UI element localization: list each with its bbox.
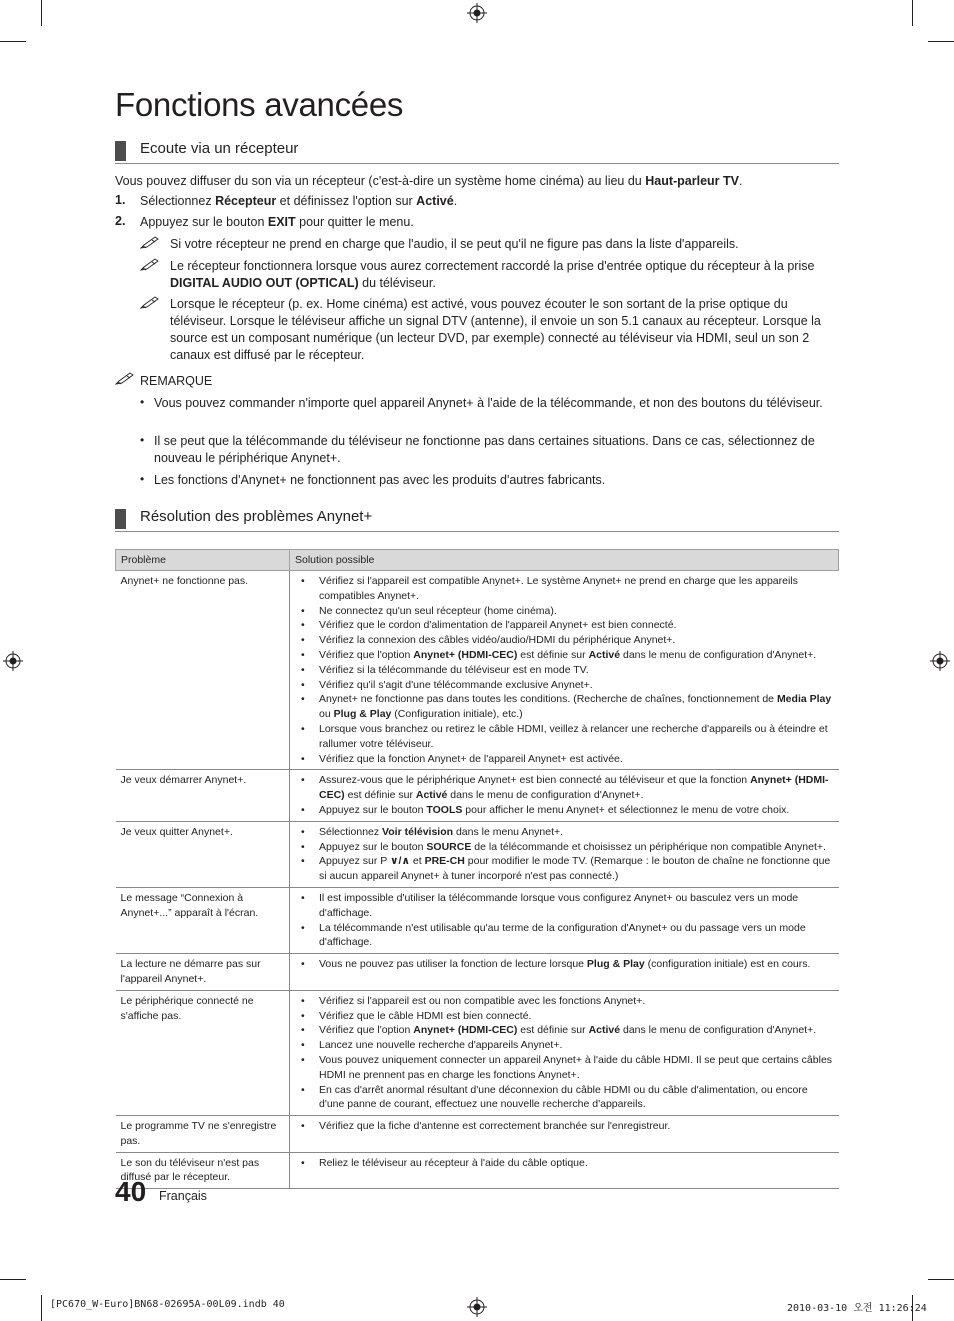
solution-item: • Ne connectez qu'un seul récepteur (home cinéma). <box>295 604 834 619</box>
solution-item: • Vérifiez que l'option Anynet+ (HDMI-CEC) est définie sur Activé dans le menu de configuration d'Anynet+. <box>295 1023 834 1038</box>
remark-item: Vous pouvez commander n'importe quel appareil Anynet+ à l'aide de la télécommande, et non des boutons du téléviseur. <box>154 396 823 410</box>
solution-list <box>295 1119 834 1134</box>
step-text: Sélectionnez Récepteur et définissez l'option sur Activé. <box>140 194 458 208</box>
table-row <box>116 821 839 887</box>
note-pencil-icon <box>140 258 160 272</box>
problem-cell: Le programme TV ne s'enregistre pas. <box>116 1116 290 1153</box>
note-text: Lorsque le récepteur (p. ex. Home cinéma) est activé, vous pouvez écouter le son sortant de la prise optique du téléviseur. Lorsque le téléviseur affiche un signal DTV (antenne), il envoie un son 5.1 canaux au récepteur. Lorsque la source est un composant numérique (un lecteur DVD, par exemple) connecté au téléviseur via HDMI, seul un son 2 canaux est diffusé par le récepteur. <box>170 297 821 362</box>
solution-item: • Anynet+ ne fonctionne pas dans toutes les conditions. (Recherche de chaînes, fonctionnement de Media Play ou Plug & Play (Configuration initiale), etc.) <box>295 692 834 722</box>
solution-item: • Reliez le téléviseur au récepteur à l'aide du câble optique. <box>295 1156 834 1171</box>
step-number: 1. <box>115 193 126 207</box>
section-marker <box>115 141 126 161</box>
note-text: Le récepteur fonctionnera lorsque vous aurez correctement raccordé la prise d'entrée optique du récepteur à la prise DIGITAL AUDIO OUT (OPTICAL) du téléviseur. <box>170 259 815 290</box>
solution-item: • Vérifiez que le cordon d'alimentation de l'appareil Anynet+ est bien connecté. <box>295 618 834 633</box>
table-row <box>116 990 839 1115</box>
solution-item: • Vérifiez si la télécommande du téléviseur est en mode TV. <box>295 663 834 678</box>
footer-file-info: [PC670_W-Euro]BN68-02695A-00L09.indb 40 <box>50 1299 285 1310</box>
crop-mark <box>41 1295 42 1321</box>
solution-item: • Appuyez sur P ∨/∧ et PRE-CH pour modifier le mode TV. (Remarque : le bouton de chaîne ne fonctionne que si aucun appareil Anynet+ à tuner incorporé n'est pas connecté.) <box>295 854 834 884</box>
solution-item: • Sélectionnez Voir télévision dans le menu Anynet+. <box>295 825 834 840</box>
solution-cell <box>290 954 839 991</box>
solution-list <box>295 1156 834 1171</box>
column-header-solution: Solution possible <box>290 550 839 571</box>
solution-cell <box>290 887 839 953</box>
solution-item: • Lorsque vous branchez ou retirez le câble HDMI, veillez à relancer une recherche d'appareils ou à éteindre et rallumer votre téléviseur. <box>295 722 834 752</box>
table-row <box>116 770 839 821</box>
note-pencil-icon <box>140 236 160 250</box>
solution-list <box>295 994 834 1112</box>
solution-item: • Assurez-vous que le périphérique Anynet+ est bien connecté au téléviseur et que la fonction Anynet+ (HDMI-CEC) est définie sur Activé dans le menu de configuration d'Anynet+. <box>295 773 834 803</box>
table-row <box>116 954 839 991</box>
column-header-problem: Problème <box>116 550 290 571</box>
note-pencil-icon <box>115 372 135 386</box>
bullet-icon: • <box>140 472 145 486</box>
note-pencil-icon <box>140 296 160 310</box>
bullet-icon: • <box>140 433 145 447</box>
solution-item: • Appuyez sur le bouton TOOLS pour afficher le menu Anynet+ et sélectionnez le menu de votre choix. <box>295 803 834 818</box>
crop-mark <box>0 1279 26 1280</box>
problem-cell: Anynet+ ne fonctionne pas. <box>116 571 290 770</box>
crop-mark <box>912 0 913 26</box>
solution-cell <box>290 990 839 1115</box>
problem-cell: Je veux quitter Anynet+. <box>116 821 290 887</box>
solution-list <box>295 825 834 884</box>
table-row <box>116 1152 839 1189</box>
troubleshooting-table <box>115 549 839 1189</box>
table-body <box>116 571 839 1189</box>
section-heading <box>115 139 839 164</box>
registration-mark-icon <box>467 3 487 23</box>
step-number: 2. <box>115 214 126 228</box>
problem-cell: La lecture ne démarre pas sur l'appareil Anynet+. <box>116 954 290 991</box>
solution-item: • Il est impossible d'utiliser la télécommande lorsque vous configurez Anynet+ ou basculez vers un mode d'affichage. <box>295 891 834 921</box>
registration-mark-icon <box>3 651 23 671</box>
solution-list <box>295 957 834 972</box>
solution-item: • La télécommande n'est utilisable qu'au terme de la configuration d'Anynet+ ou du passage vers un mode d'affichage. <box>295 921 834 951</box>
page-language: Français <box>159 1189 207 1203</box>
solution-item: • Vérifiez que la fonction Anynet+ de l'appareil Anynet+ est activée. <box>295 752 834 767</box>
solution-item: • Vérifiez si l'appareil est ou non compatible avec les fonctions Anynet+. <box>295 994 834 1009</box>
page-number: 40 <box>115 1176 147 1207</box>
solution-item: • Vous pouvez uniquement connecter un appareil Anynet+ à l'aide du câble HDMI. Il se peut que certains câbles HDMI ne prennent pas en charge les fonctions Anynet+. <box>295 1053 834 1083</box>
section-title: Résolution des problèmes Anynet+ <box>140 508 373 525</box>
registration-mark-icon <box>930 651 950 671</box>
bullet-icon: • <box>140 395 145 409</box>
table-row <box>116 1116 839 1153</box>
crop-mark <box>928 1279 954 1280</box>
solution-cell <box>290 821 839 887</box>
solution-cell <box>290 770 839 821</box>
problem-cell: Le message “Connexion à Anynet+...” apparaît à l'écran. <box>116 887 290 953</box>
section-title: Ecoute via un récepteur <box>140 140 299 157</box>
table-row <box>116 571 839 770</box>
solution-item: • Appuyez sur le bouton SOURCE de la télécommande et choisissez un périphérique non compatible Anynet+. <box>295 840 834 855</box>
problem-cell: Le son du téléviseur n'est pas diffusé par le récepteur. <box>116 1152 290 1189</box>
table-header-row <box>116 550 839 571</box>
registration-mark-icon <box>467 1297 487 1317</box>
solution-list <box>295 891 834 950</box>
solution-item: • Vérifiez que la fiche d'antenne est correctement branchée sur l'enregistreur. <box>295 1119 834 1134</box>
problem-cell: Je veux démarrer Anynet+. <box>116 770 290 821</box>
solution-list <box>295 574 834 766</box>
solution-item: • Vérifiez si l'appareil est compatible Anynet+. Le système Anynet+ ne prend en charge que les appareils compatibles Anynet+. <box>295 574 834 604</box>
solution-cell <box>290 1116 839 1153</box>
solution-item: • En cas d'arrêt anormal résultant d'une déconnexion du câble HDMI ou du câble d'alimentation, ou encore d'une panne de courant, effectuez une nouvelle recherche d'appareils. <box>295 1083 834 1113</box>
solution-item: • Lancez une nouvelle recherche d'appareils Anynet+. <box>295 1038 834 1053</box>
table-row <box>116 887 839 953</box>
page-title: Fonctions avancées <box>115 86 404 123</box>
intro-paragraph: Vous pouvez diffuser du son via un récepteur (c'est-à-dire un système home cinéma) au lieu du Haut-parleur TV. <box>115 174 743 188</box>
step-text: Appuyez sur le bouton EXIT pour quitter le menu. <box>140 215 414 229</box>
crop-mark <box>0 41 26 42</box>
solution-item: • Vérifiez que le câble HDMI est bien connecté. <box>295 1009 834 1024</box>
solution-list <box>295 773 834 817</box>
note-text: Si votre récepteur ne prend en charge que l'audio, il se peut qu'il ne figure pas dans la liste d'appareils. <box>170 237 739 251</box>
solution-item: • Vérifiez la connexion des câbles vidéo/audio/HDMI du périphérique Anynet+. <box>295 633 834 648</box>
solution-cell <box>290 571 839 770</box>
remark-item: Il se peut que la télécommande du téléviseur ne fonctionne pas dans certaines situations. Dans ce cas, sélectionnez de nouveau le périphérique Anynet+. <box>154 434 815 465</box>
solution-item: • Vérifiez qu'il s'agit d'une télécommande exclusive Anynet+. <box>295 678 834 693</box>
solution-item: • Vérifiez que l'option Anynet+ (HDMI-CEC) est définie sur Activé dans le menu de configuration d'Anynet+. <box>295 648 834 663</box>
solution-item: • Vous ne pouvez pas utiliser la fonction de lecture lorsque Plug & Play (configuration initiale) est en cours. <box>295 957 834 972</box>
footer-timestamp: 2010-03-10 오전 11:26:24 <box>787 1303 927 1314</box>
problem-cell: Le périphérique connecté ne s'affiche pas. <box>116 990 290 1115</box>
remark-label: REMARQUE <box>140 374 213 388</box>
remark-item: Les fonctions d'Anynet+ ne fonctionnent pas avec les produits d'autres fabricants. <box>154 473 606 487</box>
solution-cell <box>290 1152 839 1189</box>
crop-mark <box>41 0 42 26</box>
crop-mark <box>928 41 954 42</box>
section-marker <box>115 509 126 529</box>
section-heading <box>115 507 839 532</box>
